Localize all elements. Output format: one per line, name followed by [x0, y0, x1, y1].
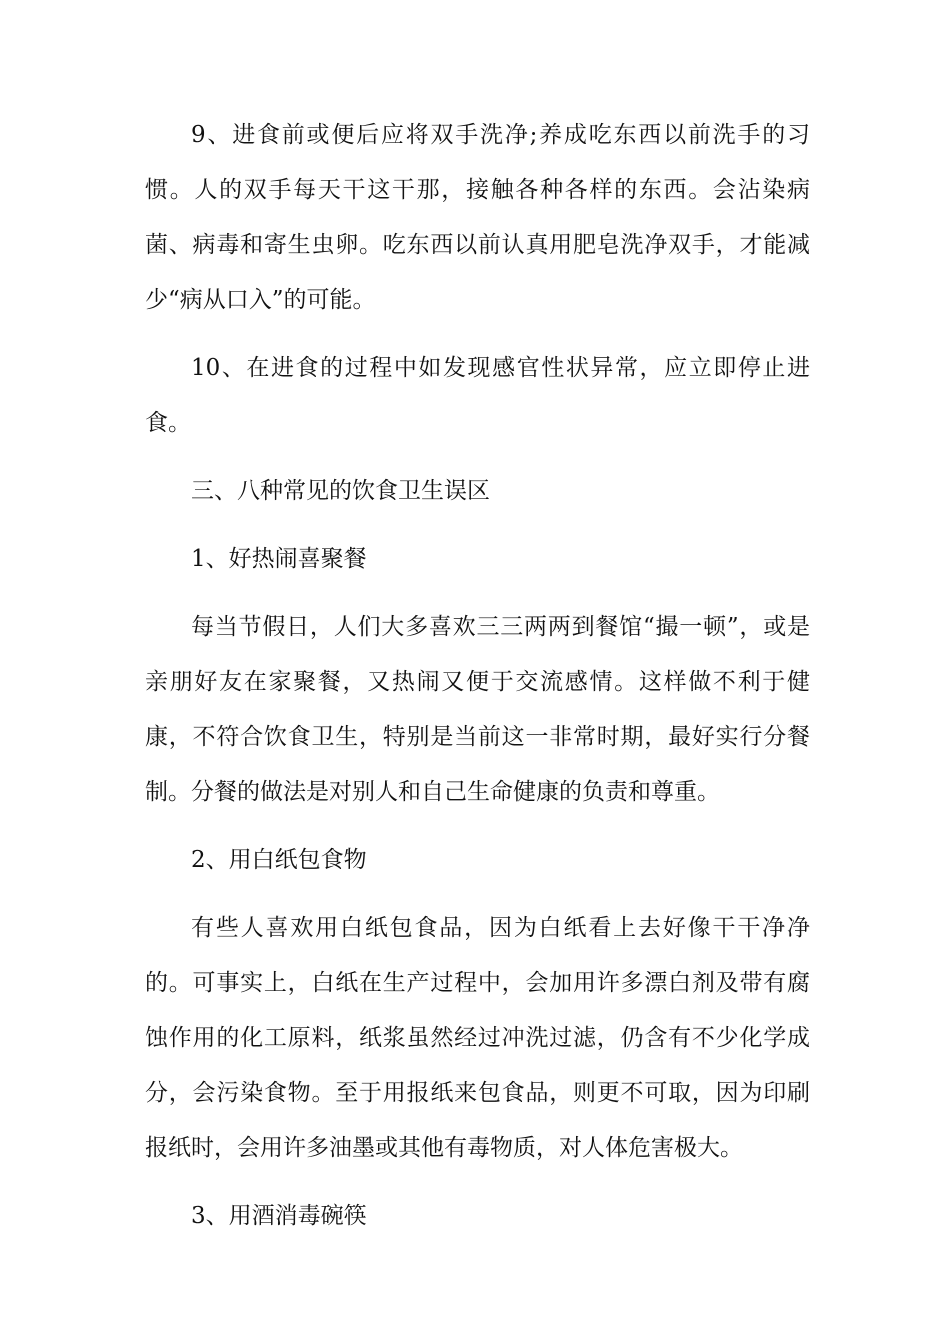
paragraph-handwashing: 9、进食前或便后应将双手洗净;养成吃东西以前洗手的习惯。人的双手每天干这干那，接触各种各样的东西。会沾染病菌、病毒和寄生虫卵。吃东西以前认真用肥皂洗净双手，才能减少“病从口入”的可能。: [145, 122, 810, 313]
document-body: [145, 108, 810, 1257]
paragraph-stop-eating: 10、在进食的过程中如发现感官性状异常，应立即停止进食。: [145, 355, 810, 436]
paragraph-gatherings: 每当节假日，人们大多喜欢三三两两到餐馆“撮一顿”，或是亲朋好友在家聚餐，又热闹又便于交流感情。这样做不利于健康，不符合饮食卫生，特别是当前这一非常时期，最好实行分餐制。分餐的做法是对别人和自己生命健康的负责和尊重。: [145, 614, 810, 805]
section-heading-misconceptions: 三、八种常见的饮食卫生误区: [191, 478, 490, 504]
subheading-white-paper: 2、用白纸包食物: [191, 847, 367, 873]
subheading-gatherings: 1、好热闹喜聚餐: [191, 546, 367, 572]
paragraph-white-paper: 有些人喜欢用白纸包食品，因为白纸看上去好像干干净净的。可事实上，白纸在生产过程中，会加用许多漂白剂及带有腐蚀作用的化工原料，纸浆虽然经过冲洗过滤，仍含有不少化学成分，会污染食物。至于用报纸来包食品，则更不可取，因为印刷报纸时，会用许多油墨或其他有毒物质，对人体危害极大。: [145, 915, 810, 1161]
subheading-alcohol-disinfection: 3、用酒消毒碗筷: [191, 1203, 367, 1229]
